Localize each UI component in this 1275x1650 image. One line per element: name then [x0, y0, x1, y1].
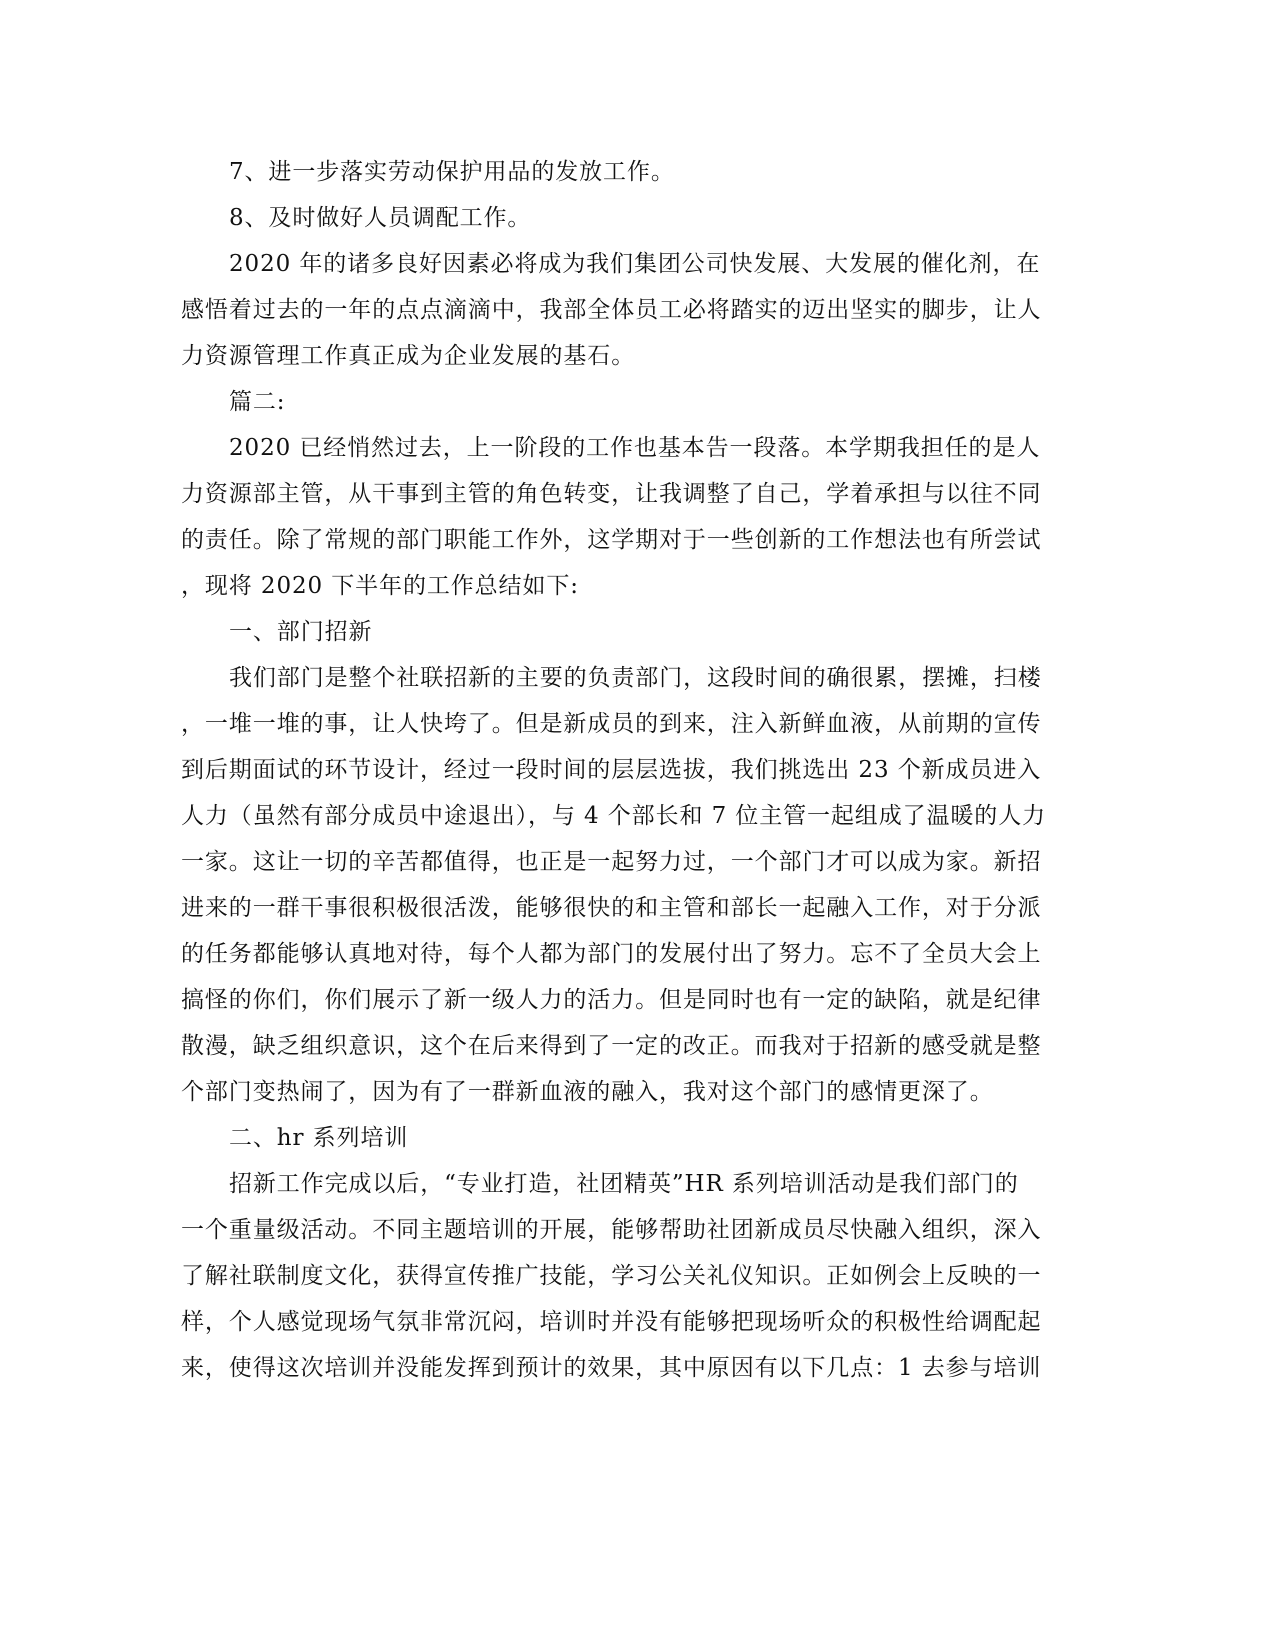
text-line: 到后期面试的环节设计，经过一段时间的层层选拔，我们挑选出 23 个新成员进入 [181, 757, 1042, 783]
text-line: 力资源管理工作真正成为企业发展的基石。 [181, 343, 636, 369]
paragraph-line [0, 701, 1275, 747]
text-line: 来，使得这次培训并没能发挥到预计的效果，其中原因有以下几点：1 去参与培训 [181, 1355, 1042, 1381]
text-line: 进来的一群干事很积极很活泼，能够很快的和主管和部长一起融入工作，对于分派 [181, 895, 1042, 921]
paragraph-line [0, 977, 1275, 1023]
text-line: ，现将 2020 下半年的工作总结如下: [181, 573, 579, 599]
paragraph-line [0, 1299, 1275, 1345]
text-line: 二、hr 系列培训 [229, 1125, 409, 1151]
paragraph-line [0, 287, 1275, 333]
text-line: 一个重量级活动。不同主题培训的开展，能够帮助社团新成员尽快融入组织，深入 [181, 1217, 1042, 1243]
paragraph-line [0, 241, 1275, 287]
paragraph-line [0, 839, 1275, 885]
paragraph-line [0, 1023, 1275, 1069]
paragraph-line [0, 747, 1275, 793]
text-line: 篇二: [229, 389, 286, 415]
text-line: 2020 已经悄然过去，上一阶段的工作也基本告一段落。本学期我担任的是人 [229, 435, 1041, 461]
text-line: 8、及时做好人员调配工作。 [229, 205, 532, 231]
paragraph-line [0, 425, 1275, 471]
text-line: 搞怪的你们，你们展示了新一级人力的活力。但是同时也有一定的缺陷，就是纪律 [181, 987, 1042, 1013]
section-heading [0, 1115, 1275, 1161]
text-line: 力资源部主管，从干事到主管的角色转变，让我调整了自己，学着承担与以往不同 [181, 481, 1042, 507]
text-line: 的责任。除了常规的部门职能工作外，这学期对于一些创新的工作想法也有所尝试 [181, 527, 1042, 553]
text-line: 样，个人感觉现场气氛非常沉闷，培训时并没有能够把现场听众的积极性给调配起 [181, 1309, 1042, 1335]
paragraph-line [0, 471, 1275, 517]
paragraph-line [0, 1069, 1275, 1115]
text-line: 一家。这让一切的辛苦都值得，也正是一起努力过，一个部门才可以成为家。新招 [181, 849, 1042, 875]
text-line: 招新工作完成以后，“专业打造，社团精英”HR 系列培训活动是我们部门的 [229, 1171, 1019, 1197]
paragraph-line [0, 885, 1275, 931]
paragraph-line [0, 1253, 1275, 1299]
section-heading [0, 609, 1275, 655]
paragraph-line [0, 1345, 1275, 1391]
text-line: 散漫，缺乏组织意识，这个在后来得到了一定的改正。而我对于招新的感受就是整 [181, 1033, 1042, 1059]
text-line: 感悟着过去的一年的点点滴滴中，我部全体员工必将踏实的迈出坚实的脚步，让人 [181, 297, 1042, 323]
text-line: 2020 年的诸多良好因素必将成为我们集团公司快发展、大发展的催化剂，在 [229, 251, 1041, 277]
text-line: 的任务都能够认真地对待，每个人都为部门的发展付出了努力。忘不了全员大会上 [181, 941, 1042, 967]
paragraph-line [0, 655, 1275, 701]
paragraph-line [0, 1161, 1275, 1207]
paragraph-line [0, 1207, 1275, 1253]
text-line: 一、部门招新 [229, 619, 373, 645]
text-line: 了解社联制度文化，获得宣传推广技能，学习公关礼仪知识。正如例会上反映的一 [181, 1263, 1042, 1289]
text-line: 7、进一步落实劳动保护用品的发放工作。 [229, 159, 675, 185]
paragraph-line [0, 333, 1275, 379]
list-item [0, 195, 1275, 241]
paragraph-line [0, 793, 1275, 839]
paragraph-line [0, 931, 1275, 977]
paragraph-line [0, 517, 1275, 563]
text-line: ，一堆一堆的事，让人快垮了。但是新成员的到来，注入新鲜血液，从前期的宣传 [181, 711, 1042, 737]
section-heading [0, 379, 1275, 425]
paragraph-line [0, 563, 1275, 609]
text-line: 人力（虽然有部分成员中途退出），与 4 个部长和 7 位主管一起组成了温暖的人力 [181, 803, 1047, 829]
text-line: 我们部门是整个社联招新的主要的负责部门，这段时间的确很累，摆摊，扫楼 [229, 665, 1042, 691]
list-item [0, 149, 1275, 195]
text-line: 个部门变热闹了，因为有了一群新血液的融入，我对这个部门的感情更深了。 [181, 1079, 994, 1105]
